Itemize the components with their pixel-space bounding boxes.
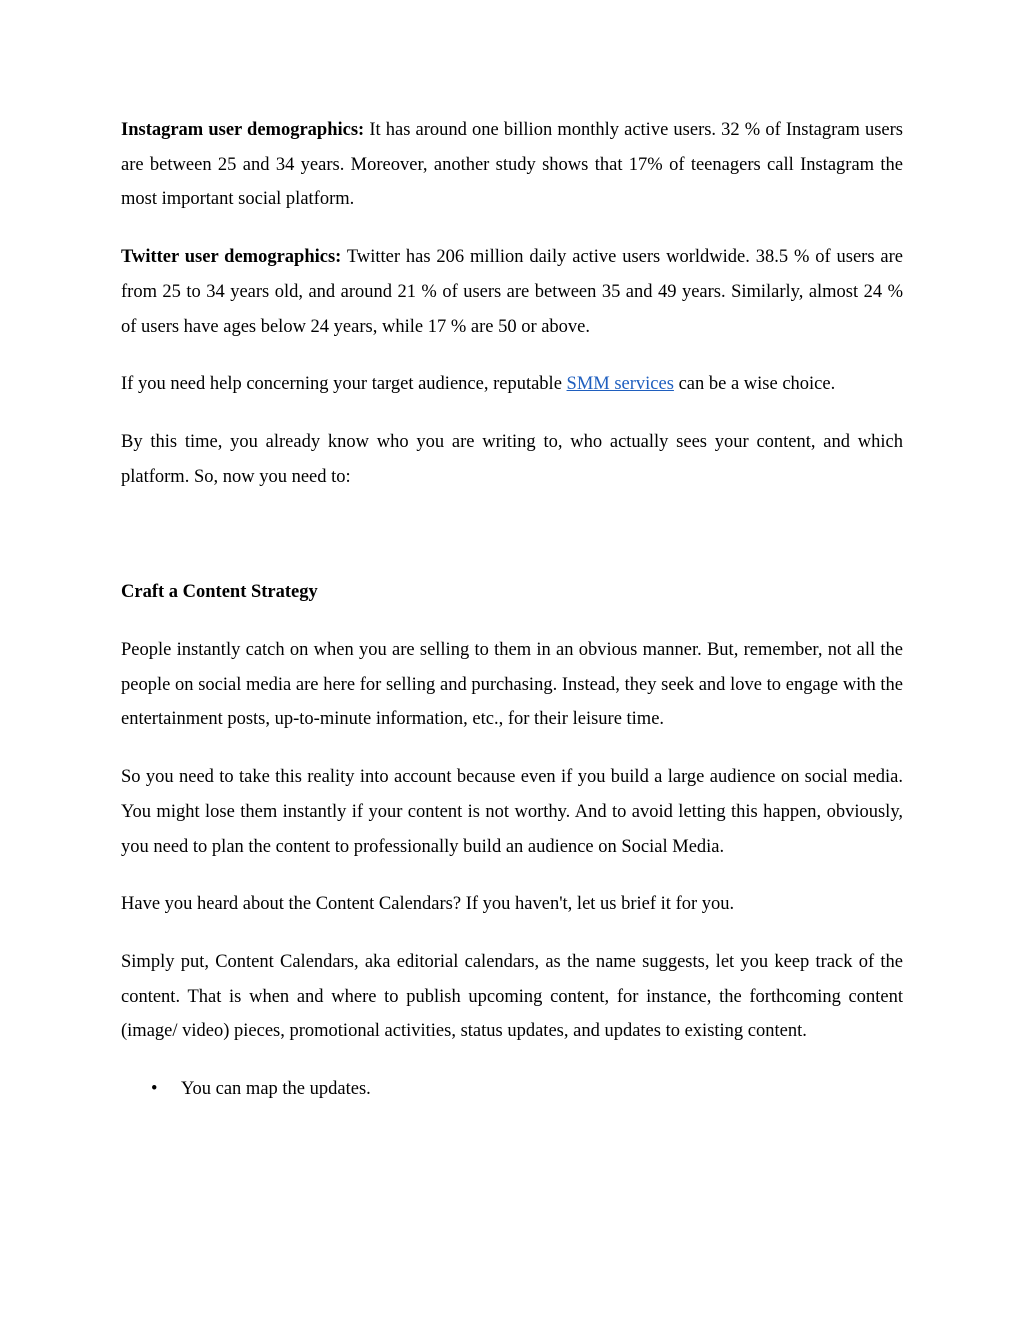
by-this-time-paragraph: By this time, you already know who you are writing to, who actually sees your content, and which platform. So, now you need to: [121,431,903,487]
bullet-icon: • [151,1079,158,1100]
list-item [121,1072,903,1107]
instagram-text: It has around one billion monthly active users. 32 % of Instagram users are between 25 and 34 years. Moreover, another study shows that 17% of teenagers call Instagram the most important social platform. [121,120,903,210]
section-heading: Craft a Content Strategy [121,582,318,603]
body-paragraph: Have you heard about the Content Calendars? If you haven't, let us brief it for you. [121,894,735,915]
instagram-demographics-paragraph [121,113,903,217]
twitter-demographics-paragraph [121,240,903,344]
help-text-after: can be a wise choice. [673,374,836,395]
bullet-list [121,1072,903,1107]
document-page [121,113,903,1107]
instagram-lead: Instagram user demographics: [121,120,365,140]
twitter-text: Twitter has 206 million daily active users worldwide. 38.5 % of users are from 25 to 34 years old, and around 21 % of users are between 35 and 49 years. Similarly, almost 24 % of users have ages below 24 years, while 17 % are 50 or above. [121,247,903,337]
smm-services-link[interactable]: SMM services [566,374,674,395]
list-item-text: You can map the updates. [181,1079,371,1100]
body-paragraph: Simply put, Content Calendars, aka editorial calendars, as the name suggests, let you keep track of the content. That is when and where to publish upcoming content, for instance, the forthcoming content (image/ video) pieces, promotional activities, status updates, and updates to existing content. [121,951,903,1042]
help-text-before: If you need help concerning your target audience, reputable [121,374,567,395]
twitter-lead: Twitter user demographics: [121,247,342,268]
help-paragraph [121,367,903,402]
section-spacer [121,517,903,575]
body-paragraph: So you need to take this reality into account because even if you build a large audience on social media. You might lose them instantly if your content is not worthy. And to avoid letting this happen, obviously, you need to plan the content to professionally build an audience on Social Media. [121,767,903,857]
body-paragraph: People instantly catch on when you are selling to them in an obvious manner. But, remember, not all the people on social media are here for selling and purchasing. Instead, they seek and love to engage with the entertainment posts, up-to-minute information, etc., for their leisure time. [121,640,903,730]
